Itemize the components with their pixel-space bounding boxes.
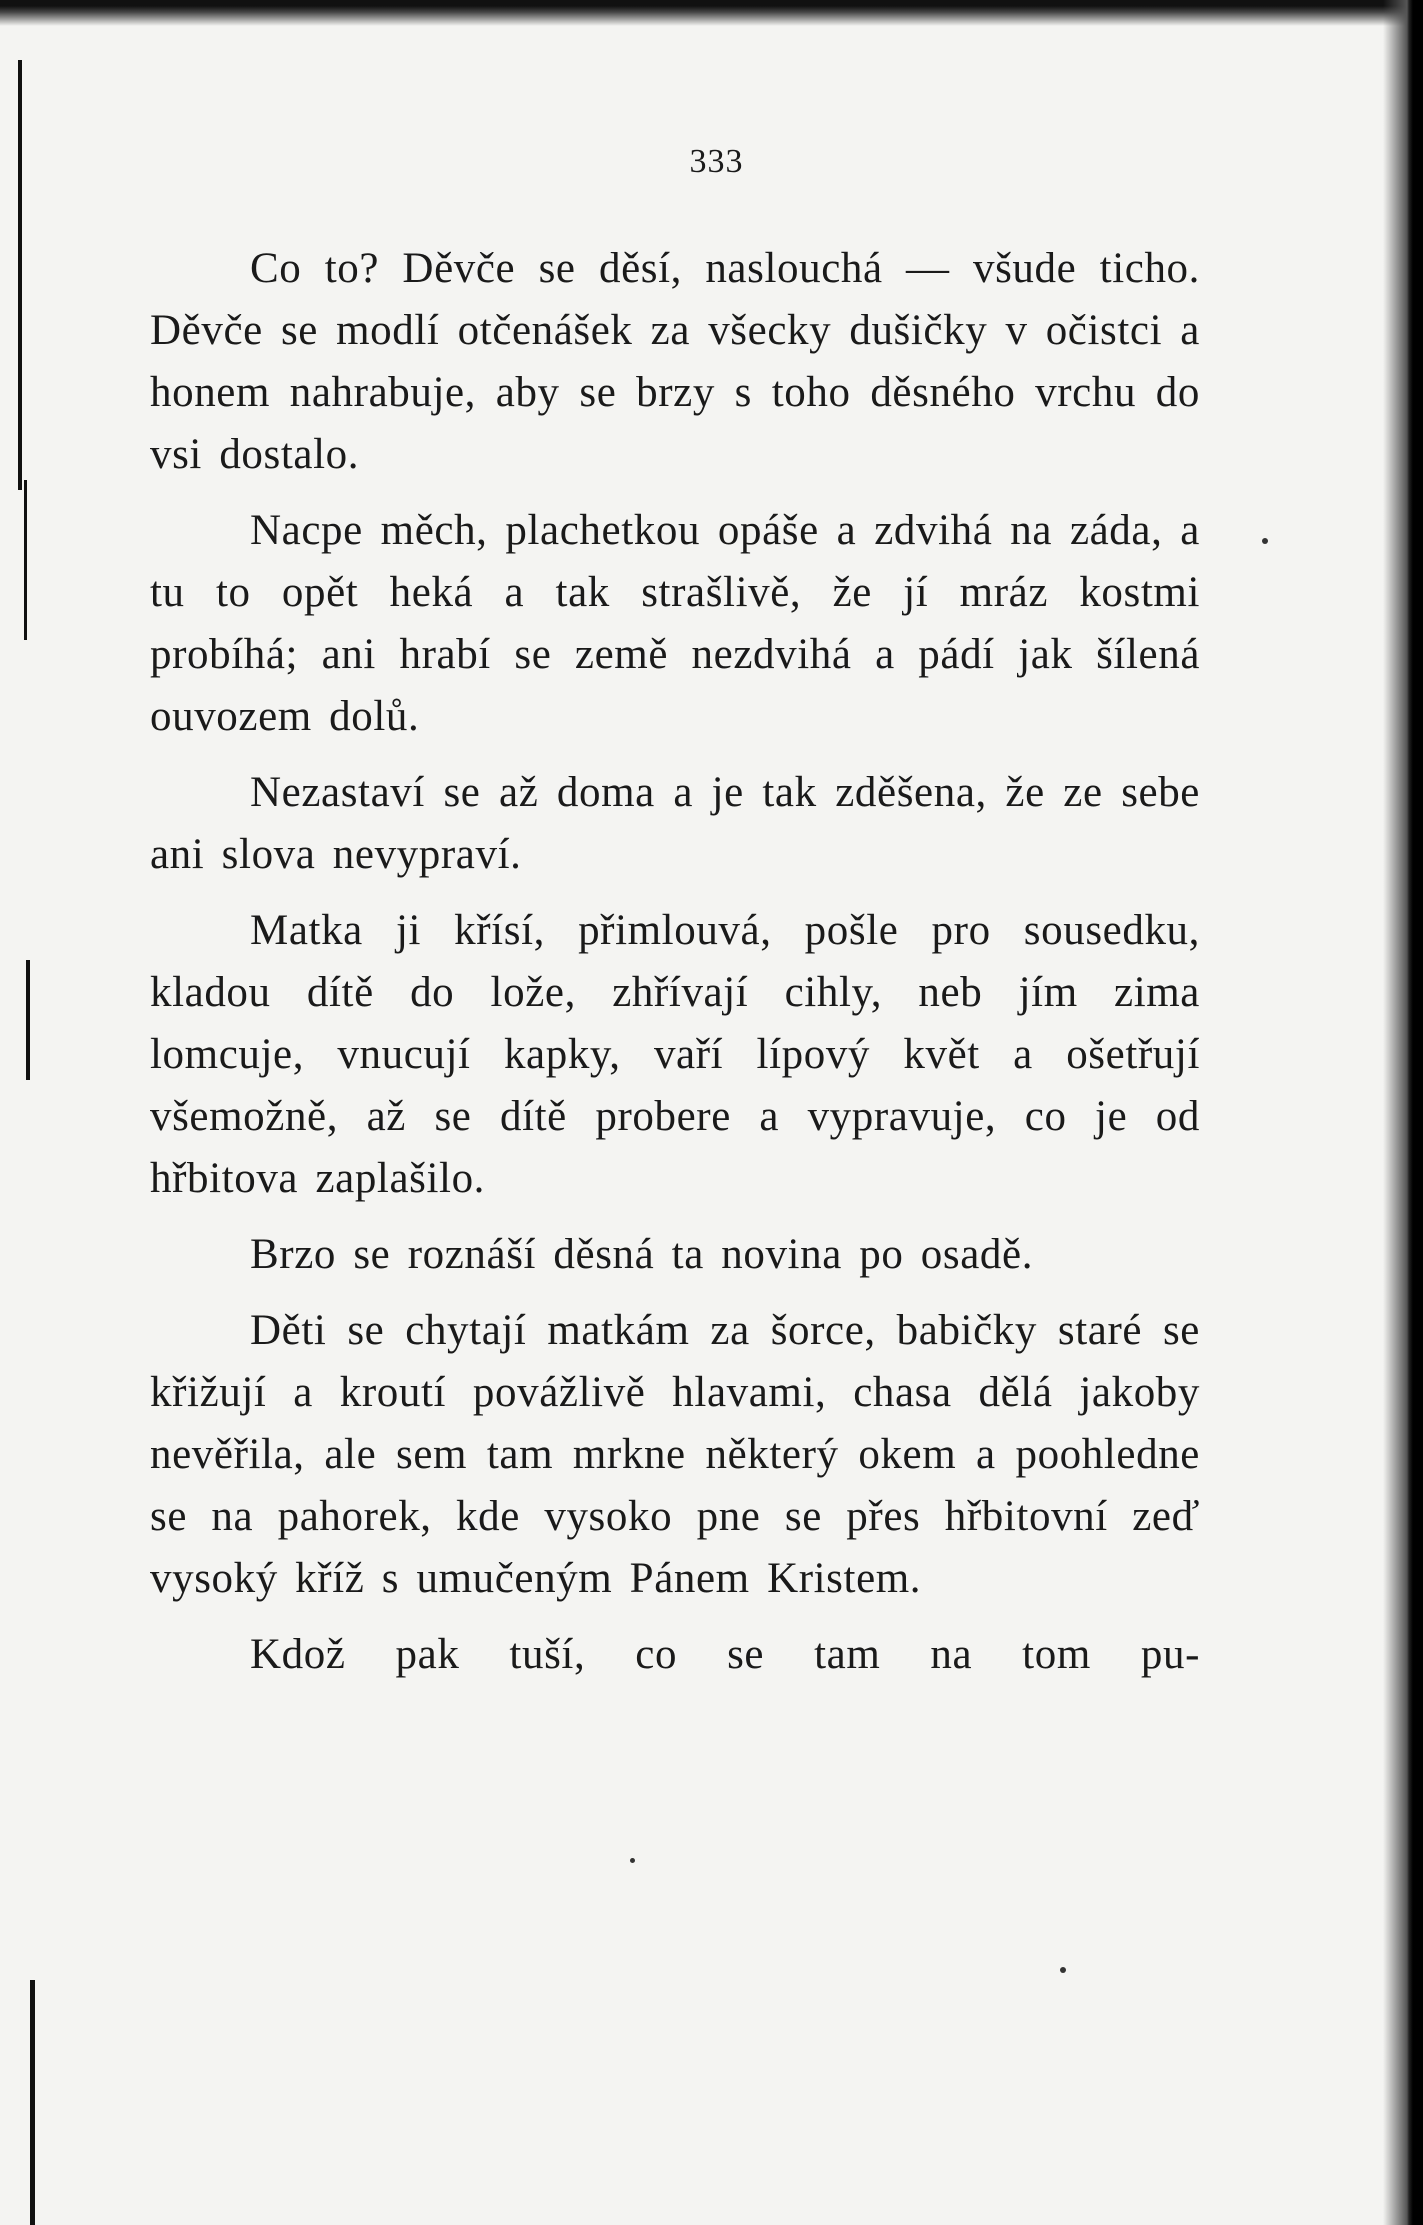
scan-left-binding-line — [26, 960, 30, 1080]
scan-speck — [630, 1858, 635, 1863]
paragraph: Brzo se roznáší děsná ta novina po osadě. — [250, 1231, 1034, 1278]
scan-right-edge — [1383, 0, 1423, 2225]
page-number: 333 — [689, 143, 744, 180]
scan-left-binding-line — [24, 480, 27, 640]
scan-left-binding-line — [30, 1980, 35, 2225]
scan-speck — [1060, 1967, 1066, 1973]
paragraph: Nezastaví se až doma a je tak zděšena, že ze sebe ani slova nevypraví. — [150, 769, 1200, 878]
page-body-text — [150, 238, 1200, 1700]
paragraph: Děti se chytají matkám za šorce, babičky staré se křižují a kroutí povážlivě hlavami, chasa dělá jakoby nevěřila, ale sem tam mrkne některý okem a poohledne se na pahorek, kde vysoko pne se přes hřbitovní zeď vysoký kříž s umučeným Pánem Kristem. — [150, 1307, 1200, 1602]
paragraph: Kdož pak tuší, co se tam na tom pu- — [250, 1631, 1200, 1678]
paragraph: Co to? Děvče se děsí, naslouchá — všude ticho. Děvče se modlí otčenášek za všecky dušičky v očistci a honem nahrabuje, aby se brzy s toho děsného vrchu do vsi dostalo. — [150, 245, 1200, 478]
scan-speck — [1262, 538, 1268, 544]
scan-top-edge — [0, 0, 1423, 26]
scan-left-binding-line — [18, 60, 22, 490]
paragraph: Matka ji křísí, přimlouvá, pošle pro sousedku, kladou dítě do lože, zhřívají cihly, neb jím zima lomcuje, vnucují kapky, vaří lípový květ a ošetřují všemožně, až se dítě probere a vypravuje, co je od hřbitova zaplašilo. — [150, 907, 1200, 1202]
paragraph: Nacpe měch, plachetkou opáše a zdvihá na záda, a tu to opět heká a tak strašlivě, že jí mráz kostmi probíhá; ani hrabí se země nezdvihá a pádí jak šílená ouvozem dolů. — [150, 507, 1200, 740]
